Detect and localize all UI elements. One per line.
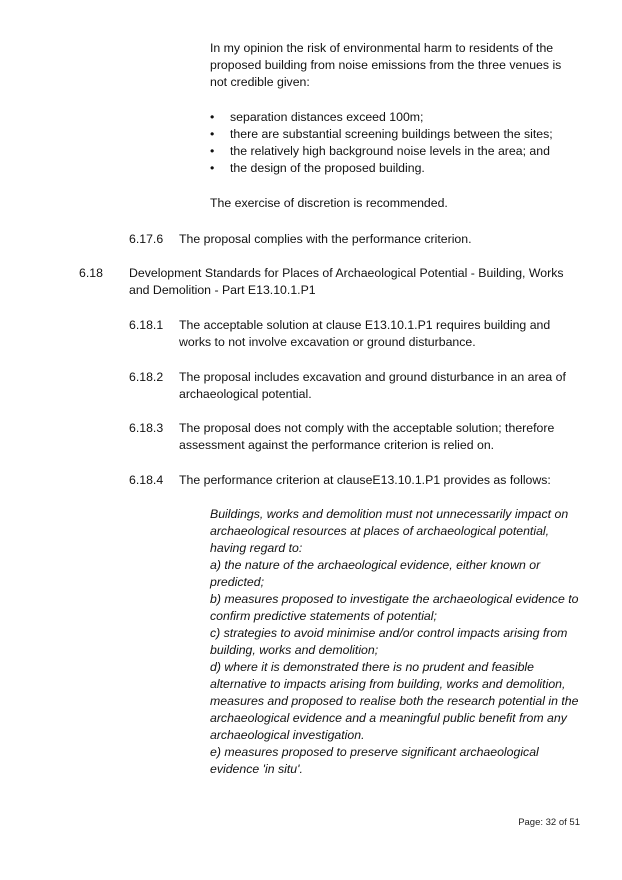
quote-item-c: c) strategies to avoid minimise and/or control impacts arising from building, works and demolition; xyxy=(210,626,568,657)
quote-lead: Buildings, works and demolition must not unnecessarily impact on archaeological resources at places of archaeological potential, having regard to: xyxy=(210,507,569,555)
clause-number: 6.18.4 xyxy=(129,473,164,487)
quote-item-d: d) where it is demonstrated there is no prudent and feasible alternative to impacts arising from building, works and demolition, measures and proposed to realise both the research potential in the archaeological evidence and a meaningful public benefit from any archaeological investigation. xyxy=(210,660,579,742)
quote-item-b: b) measures proposed to investigate the archaeological evidence to confirm predictive statements of potential; xyxy=(210,592,579,623)
clause-number: 6.18.2 xyxy=(129,370,164,384)
quote-item-e: e) measures proposed to preserve significant archaeological evidence 'in situ'. xyxy=(210,745,539,776)
clause-text: The proposal complies with the performance criterion. xyxy=(179,232,472,246)
list-item: • the design of the proposed building. xyxy=(230,160,580,177)
clause-number: 6.18.3 xyxy=(129,421,164,435)
clause-number: 6.18.1 xyxy=(129,318,164,332)
clause-text: The proposal includes excavation and ground disturbance in an area of archaeological potential. xyxy=(179,370,566,401)
clause-text: The performance criterion at clauseE13.10.1.P1 provides as follows: xyxy=(179,473,551,487)
clause-text: The acceptable solution at clause E13.10.1.P1 requires building and works to not involve excavation or ground disturbance. xyxy=(179,318,551,349)
clause-text: The proposal does not comply with the acceptable solution; therefore assessment against the performance criterion is relied on. xyxy=(179,421,555,452)
bullet-list xyxy=(230,109,580,177)
section-number: 6.18 xyxy=(79,266,103,280)
clause-number: 6.17.6 xyxy=(129,232,164,246)
section-title: Development Standards for Places of Archaeological Potential - Building, Works and Demolition - Part E13.10.1.P1 xyxy=(129,266,564,297)
page-number: Page: 32 of 51 xyxy=(518,817,580,828)
list-item: • separation distances exceed 100m; xyxy=(230,109,580,126)
list-item: • the relatively high background noise levels in the area; and xyxy=(230,143,580,160)
discretion-text: The exercise of discretion is recommended. xyxy=(210,196,448,210)
list-item: • there are substantial screening buildings between the sites; xyxy=(230,126,580,143)
quote-item-a: a) the nature of the archaeological evidence, either known or predicted; xyxy=(210,558,541,589)
intro-paragraph: In my opinion the risk of environmental harm to residents of the proposed building from noise emissions from the three venues is not credible given: xyxy=(210,41,562,89)
performance-criterion-quote xyxy=(210,506,582,778)
